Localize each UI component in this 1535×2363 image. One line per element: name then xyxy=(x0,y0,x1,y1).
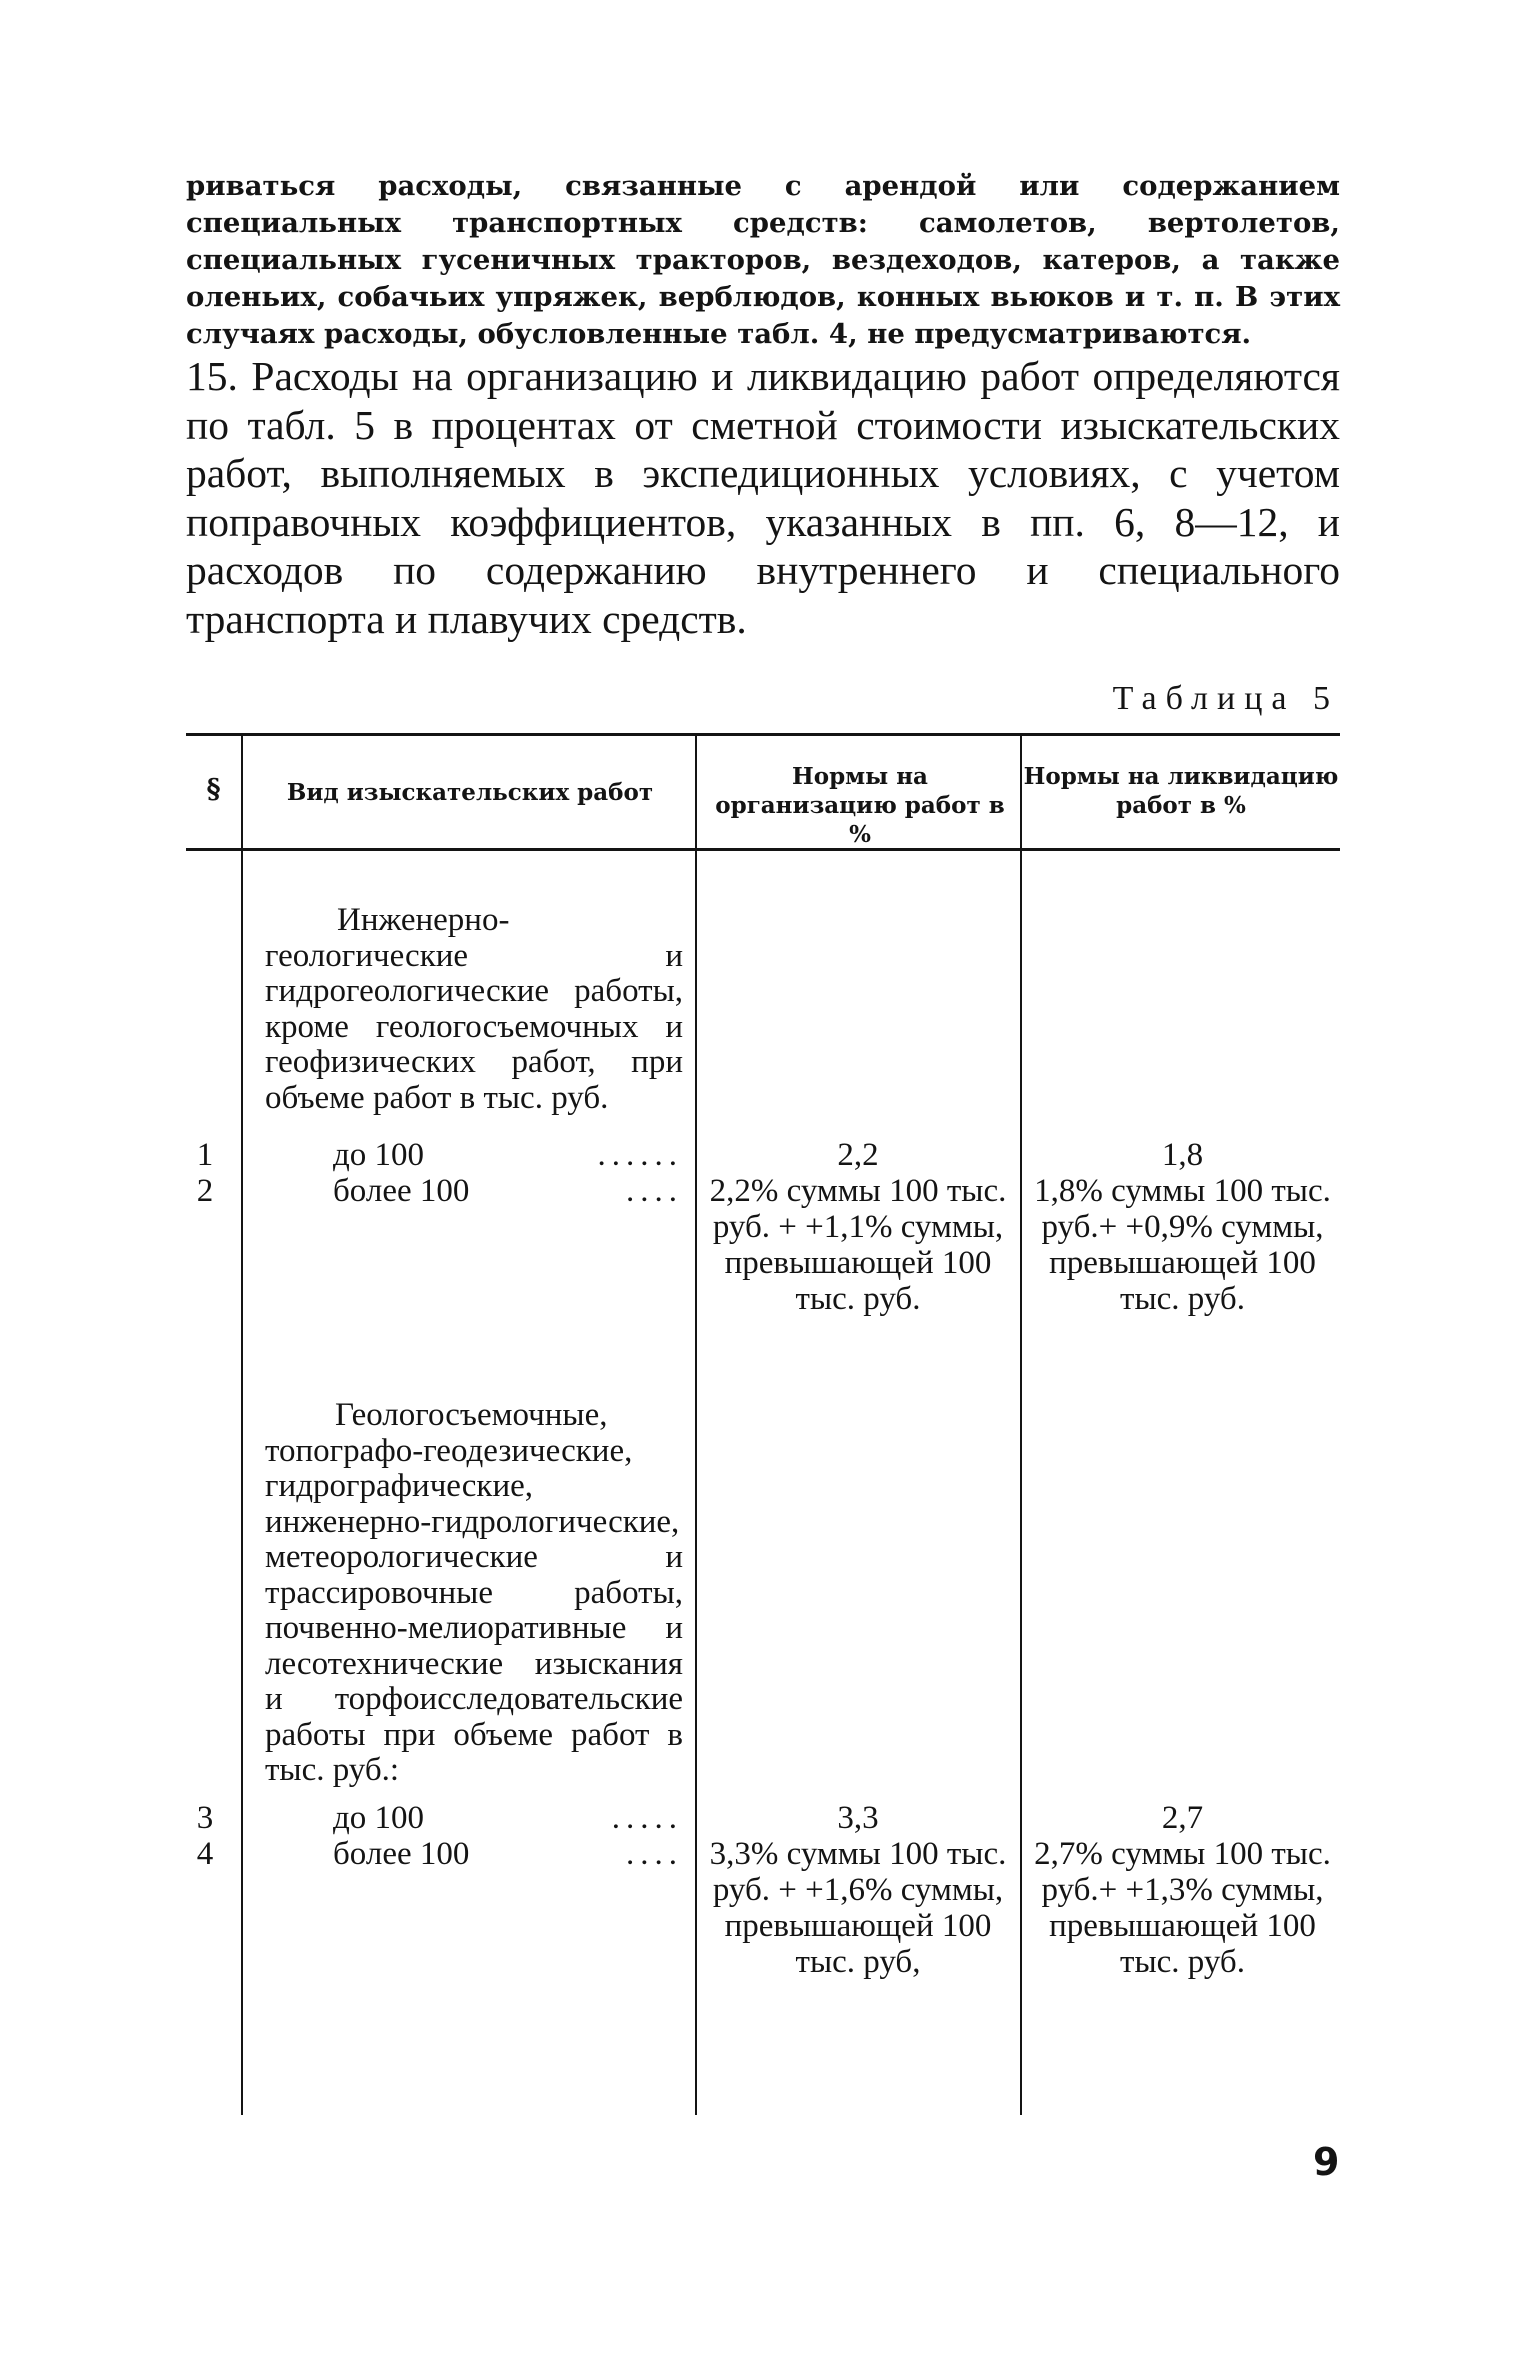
table-vline-2 xyxy=(695,735,697,2115)
section-15-paragraph: 15. Расходы на организацию и ликвидацию работ определяются по табл. 5 в процентах от сметной стоимости изыскательских работ, выполняемых в экспедиционных условиях, с учетом поправочных коэффициентов, указанных в пп. 6, 8—12, и расходов по содержанию внутреннего и специального транспорта и плавучих средств. xyxy=(186,353,1340,642)
page-number: 9 xyxy=(1313,2140,1340,2184)
group-1-description: Инженерно-геологические и гидрогеологические работы, кроме геологосъемочных и геофизических работ, при объеме работ в тыс. руб. xyxy=(265,902,683,1116)
row-1-org-value: 2,2 xyxy=(837,1137,879,1173)
row-2-org-value: 2,2% суммы 100 тыс. руб. + +1,1% суммы, превышающей 100 тыс. руб. xyxy=(709,1173,1007,1317)
row-1-liq-value: 1,8 xyxy=(1161,1137,1204,1173)
group-2-description: Геологосъемочные, топографо-геодезические, гидрографические, инженерно-гидрологические, метеорологические и трассировочные работы, почвенно-мелиоративные и лесотехнические изыскания и торфоисследовательские работы при объеме работ в тыс. руб.: xyxy=(265,1397,683,1788)
row-3-label-text: до 100 xyxy=(333,1800,425,1836)
row-1-label-text: до 100 xyxy=(333,1137,425,1173)
row-4-label-text: более 100 xyxy=(333,1836,470,1872)
row-4-liq-value: 2,7% суммы 100 тыс. руб.+ +1,3% суммы, превышающей 100 тыс. руб. xyxy=(1034,1836,1331,1980)
row-1-label: до 100 ...... xyxy=(333,1137,683,1173)
table-top-rule xyxy=(186,733,1340,736)
row-3-number: 3 xyxy=(196,1800,214,1836)
row-4-label: более 100 .... xyxy=(333,1836,683,1872)
table-vline-1 xyxy=(241,735,243,2115)
row-2-label: более 100 .... xyxy=(333,1173,683,1209)
header-org-norms: Нормы на организацию работ в % xyxy=(715,763,1005,848)
header-work-type: Вид изыскательских работ xyxy=(286,779,654,806)
table-caption: Таблица 5 xyxy=(1112,680,1339,717)
row-3-liq-value: 2,7 xyxy=(1161,1800,1204,1836)
row-1-number: 1 xyxy=(196,1137,214,1173)
row-2-number: 2 xyxy=(196,1173,214,1209)
row-2-liq-value: 1,8% суммы 100 тыс. руб.+ +0,9% суммы, превышающей 100 тыс. руб. xyxy=(1034,1173,1331,1317)
header-section: § xyxy=(206,774,221,805)
row-2-label-text: более 100 xyxy=(333,1173,470,1209)
intro-paragraph: риваться расходы, связанные с арендой или содержанием специальных транспортных средств: самолетов, вертолетов, специальных гусеничных тракторов, вездеходов, катеров, а также оленьих, собачьих упряжек, верблюдов, конных вьюков и т. п. В этих случаях расходы, обусловленные табл. 4, не предусматриваются. xyxy=(186,170,1340,350)
table-vline-3 xyxy=(1020,735,1022,2115)
row-3-org-value: 3,3 xyxy=(837,1800,879,1836)
row-4-org-value: 3,3% суммы 100 тыс. руб. + +1,6% суммы, превышающей 100 тыс. руб, xyxy=(709,1836,1007,1980)
row-4-number: 4 xyxy=(196,1836,214,1872)
row-3-label: до 100 ..... xyxy=(333,1800,683,1836)
header-liq-norms: Нормы на ликвидацию работ в % xyxy=(1023,763,1339,819)
